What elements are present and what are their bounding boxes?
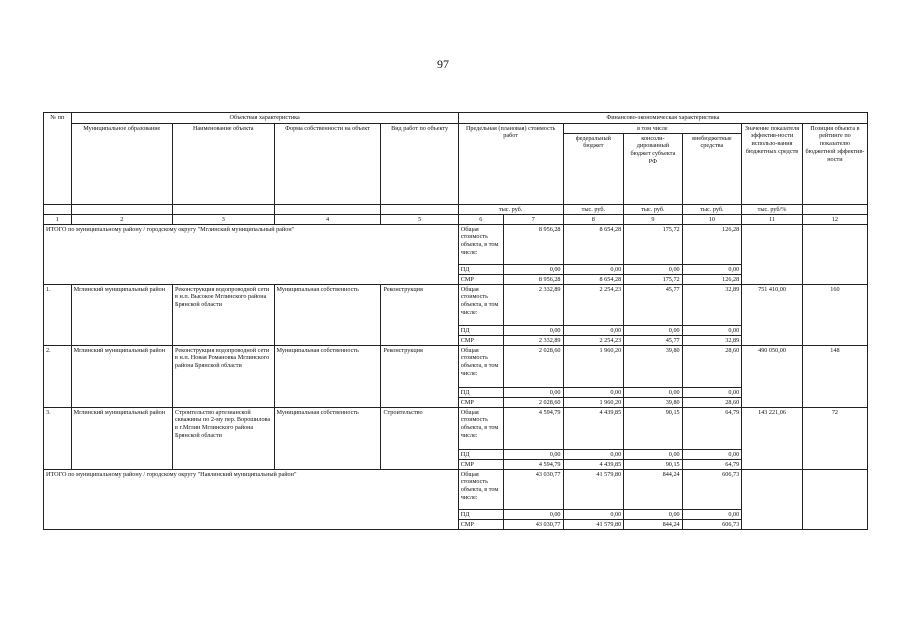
label-smr: СМР [458, 460, 503, 470]
object1-pd-consolidated: 0,00 [624, 326, 682, 336]
header-object-name: Наименование объекта [173, 124, 274, 205]
colnum-12: 12 [802, 215, 867, 225]
group2-total-cost: 43 030,77 [503, 470, 563, 510]
object3-pd-extrabudget: 0,00 [682, 450, 742, 460]
group-title-mglinsky: ИТОГО по муниципальному району / городскому округу "Мглинский муниципальный район" [44, 225, 459, 285]
header-including: в том числе [563, 124, 742, 134]
object2-indicator: 490 050,00 [742, 346, 803, 408]
group2-total-extrabudget: 606,73 [682, 470, 742, 510]
object3-num: 3. [44, 408, 72, 470]
object1-indicator: 751 410,00 [742, 285, 803, 346]
group1-total-extrabudget: 126,28 [682, 225, 742, 265]
object3-municipal: Мглинский муниципальный район [71, 408, 172, 470]
header-extrabudget: внебюджетные средства [682, 134, 742, 205]
object1-total-consolidated: 45,77 [624, 285, 682, 326]
colnum-1: 1 [44, 215, 72, 225]
object1-total-federal: 2 254,23 [563, 285, 624, 326]
group1-smr-extrabudget: 126,28 [682, 275, 742, 285]
header-no: № пп [44, 113, 72, 205]
object1-pd-cost: 0,00 [503, 326, 563, 336]
label-total-cost: Общая стоимость объекта, в том числе: [458, 470, 503, 510]
object3-pd-consolidated: 0,00 [624, 450, 682, 460]
object3-smr-extrabudget: 64,79 [682, 460, 742, 470]
group2-pd-consolidated: 0,00 [624, 510, 682, 520]
header-financial-characteristics: Финансово-экономическая характеристика [458, 113, 867, 124]
object2-num: 2. [44, 346, 72, 408]
group2-pd-extrabudget: 0,00 [682, 510, 742, 520]
object1-pd-extrabudget: 0,00 [682, 326, 742, 336]
object2-smr-extrabudget: 28,60 [682, 398, 742, 408]
group1-pd-consolidated: 0,00 [624, 265, 682, 275]
unit-federal: тыс. руб. [563, 205, 624, 215]
label-total-cost: Общая стоимость объекта, в том числе: [458, 285, 503, 326]
object1-smr-cost: 2 332,89 [503, 336, 563, 346]
colnum-2: 2 [71, 215, 172, 225]
object3-ownership: Муниципальная собственность [274, 408, 381, 470]
object1-position: 160 [802, 285, 867, 346]
colnum-5: 5 [381, 215, 458, 225]
label-pd: ПД [458, 388, 503, 398]
object2-smr-consolidated: 39,80 [624, 398, 682, 408]
document-table-wrapper [43, 112, 868, 530]
object3-smr-federal: 4 439,85 [563, 460, 624, 470]
colnum-9: 9 [624, 215, 682, 225]
group1-total-consolidated: 175,72 [624, 225, 682, 265]
colnum-3: 3 [173, 215, 274, 225]
group2-position-empty [802, 470, 867, 530]
object2-total-consolidated: 39,80 [624, 346, 682, 388]
group2-smr-cost: 43 030,77 [503, 520, 563, 530]
object3-smr-consolidated: 90,15 [624, 460, 682, 470]
label-total-cost: Общая стоимость объекта, в том числе: [458, 408, 503, 450]
group1-pd-extrabudget: 0,00 [682, 265, 742, 275]
object1-total-cost: 2 332,89 [503, 285, 563, 326]
colnum-7: 7 [503, 215, 563, 225]
unit-cost: тыс. руб. [458, 205, 563, 215]
label-pd: ПД [458, 265, 503, 275]
object3-pd-cost: 0,00 [503, 450, 563, 460]
object1-pd-federal: 0,00 [563, 326, 624, 336]
object2-smr-cost: 2 028,60 [503, 398, 563, 408]
object2-ownership: Муниципальная собственность [274, 346, 381, 408]
object3-position: 72 [802, 408, 867, 470]
group1-total-federal: 8 654,28 [563, 225, 624, 265]
object2-work: Реконструкция [381, 346, 458, 408]
label-pd: ПД [458, 450, 503, 460]
object2-name: Реконструкция водопроводной сети в н.п. Новая Романовка Мглинского района Брянской области [173, 346, 274, 408]
object1-smr-federal: 2 254,23 [563, 336, 624, 346]
header-consolidated: консоли-дированный бюджет субъекта РФ [624, 134, 682, 205]
label-total-cost: Общая стоимость объекта, в том числе: [458, 225, 503, 265]
header-indicator: Значение показателя эффектив-ности использо-вания бюджетных средств [742, 124, 803, 205]
object3-pd-federal: 0,00 [563, 450, 624, 460]
header-limit-cost: Предельная (плановая) стоимость работ [458, 124, 563, 205]
object2-pd-cost: 0,00 [503, 388, 563, 398]
object2-pd-extrabudget: 0,00 [682, 388, 742, 398]
object1-smr-consolidated: 45,77 [624, 336, 682, 346]
object1-name: Реконструкция водопроводной сети в н.п. Высокое Мглинского района Брянской области [173, 285, 274, 346]
object3-total-cost: 4 594,79 [503, 408, 563, 450]
colnum-10: 10 [682, 215, 742, 225]
unit-indicator: тыс. руб/% [742, 205, 803, 215]
object3-total-consolidated: 90,15 [624, 408, 682, 450]
header-work-type: Вид работ по объекту [381, 124, 458, 205]
label-pd: ПД [458, 326, 503, 336]
group2-total-federal: 41 579,80 [563, 470, 624, 510]
object2-total-extrabudget: 28,60 [682, 346, 742, 388]
group1-pd-cost: 0,00 [503, 265, 563, 275]
label-smr: СМР [458, 398, 503, 408]
object1-municipal: Мглинский муниципальный район [71, 285, 172, 346]
object1-ownership: Муниципальная собственность [274, 285, 381, 346]
object1-smr-extrabudget: 32,89 [682, 336, 742, 346]
label-pd: ПД [458, 510, 503, 520]
unit-extrabudget: тыс. руб. [682, 205, 742, 215]
object2-position: 148 [802, 346, 867, 408]
group2-pd-cost: 0,00 [503, 510, 563, 520]
colnum-11: 11 [742, 215, 803, 225]
label-smr: СМР [458, 336, 503, 346]
investment-table [43, 112, 868, 530]
unit-consolidated: тыс. руб. [624, 205, 682, 215]
colnum-4: 4 [274, 215, 381, 225]
group2-total-consolidated: 844,24 [624, 470, 682, 510]
group1-position-empty [802, 225, 867, 285]
label-total-cost: Общая стоимость объекта, в том числе: [458, 346, 503, 388]
object3-total-extrabudget: 64,79 [682, 408, 742, 450]
group-title-navlinsky: ИТОГО по муниципальному району / городскому округу "Навлинский муниципальный район" [44, 470, 459, 530]
object3-name: Строительство артезианской скважины по 2-му пер. Ворошилова в г.Мглин Мглинского района Брянской области [173, 408, 274, 470]
object3-work: Строительство [381, 408, 458, 470]
group1-pd-federal: 0,00 [563, 265, 624, 275]
object2-municipal: Мглинский муниципальный район [71, 346, 172, 408]
header-position: Позиция объекта в рейтинге по показателю бюджетной эффектив-ности [802, 124, 867, 205]
header-municipal: Муниципальное образование [71, 124, 172, 205]
group2-smr-extrabudget: 606,73 [682, 520, 742, 530]
group2-smr-federal: 41 579,80 [563, 520, 624, 530]
object3-total-federal: 4 439,85 [563, 408, 624, 450]
label-smr: СМР [458, 275, 503, 285]
object1-num: 1. [44, 285, 72, 346]
header-object-characteristics: Объектная характеристика [71, 113, 458, 124]
colnum-8: 8 [563, 215, 624, 225]
object2-total-cost: 2 028,60 [503, 346, 563, 388]
page-number: 97 [437, 57, 449, 71]
group2-smr-consolidated: 844,24 [624, 520, 682, 530]
object3-smr-cost: 4 594,79 [503, 460, 563, 470]
group2-pd-federal: 0,00 [563, 510, 624, 520]
header-ownership: Форма собственности на объект [274, 124, 381, 205]
label-smr: СМР [458, 520, 503, 530]
header-federal: федеральный бюджет [563, 134, 624, 205]
object2-smr-federal: 1 960,20 [563, 398, 624, 408]
object1-total-extrabudget: 32,89 [682, 285, 742, 326]
object3-indicator: 143 221,06 [742, 408, 803, 470]
group1-indicator-empty [742, 225, 803, 285]
group1-total-cost: 8 956,28 [503, 225, 563, 265]
object1-work: Реконструкция [381, 285, 458, 346]
group2-indicator-empty [742, 470, 803, 530]
colnum-6: 6 [458, 215, 503, 225]
object2-total-federal: 1 960,20 [563, 346, 624, 388]
group1-smr-consolidated: 175,72 [624, 275, 682, 285]
object2-pd-consolidated: 0,00 [624, 388, 682, 398]
group1-smr-cost: 8 956,28 [503, 275, 563, 285]
object2-pd-federal: 0,00 [563, 388, 624, 398]
group1-smr-federal: 8 654,28 [563, 275, 624, 285]
